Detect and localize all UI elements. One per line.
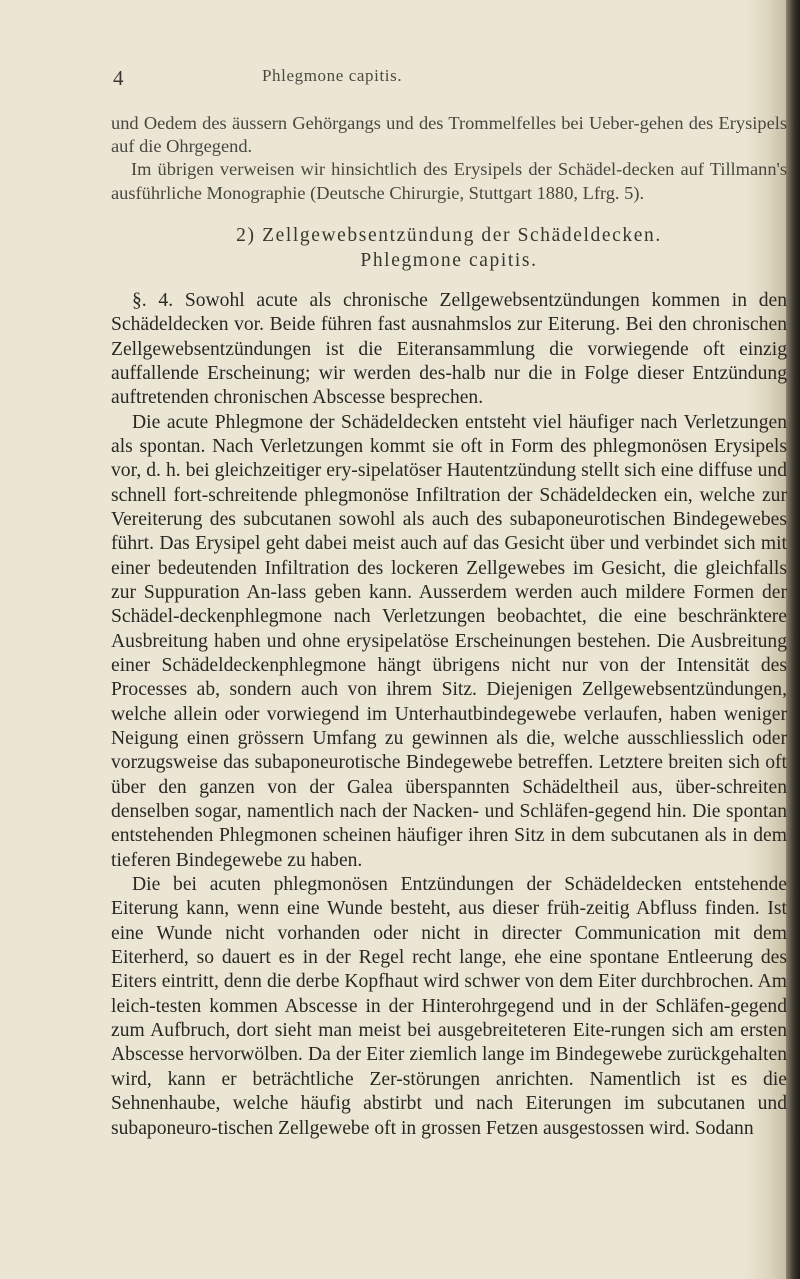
page-body bbox=[111, 112, 787, 1141]
section-heading bbox=[111, 223, 787, 273]
intro-paragraph-1: und Oedem des äussern Gehörgangs und des Trommelfelles bei Ueber-gehen des Erysipels auf die Ohrgegend. bbox=[111, 113, 787, 157]
section-title: 2) Zellgewebsentzündung der Schädeldecken. bbox=[236, 224, 662, 246]
page-number: 4 bbox=[113, 66, 124, 90]
section-subtitle: Phlegmone capitis. bbox=[360, 249, 538, 271]
body-paragraph-2: Die acute Phlegmone der Schädeldecken entsteht viel häufiger nach Verletzungen als spontan. Nach Verletzungen kommt sie oft in Form des phlegmonösen Erysipels vor, d. h. bei gleichzeitiger ery-sipelatöser Hautentzündung stellt sich eine diffuse und schnell fort-schreitende phlegmonöse Infiltration der Schädeldecken ein, welche zur Vereiterung des subcutanen sowohl als auch des subaponeurotischen Bindegewebes führt. Das Erysipel geht dabei meist auch auf das Gesicht über und verbindet sich mit einer bedeutenden Infiltration des lockeren Zellgewebes im Gesicht, die gleichfalls zur Suppuration An-lass geben kann. Ausserdem werden auch mildere Formen der Schädel-deckenphlegmone nach Verletzungen beobachtet, die eine beschränktere Ausbreitung haben und ohne erysipelatöse Erscheinungen bestehen. Die Ausbreitung einer Schädeldeckenphlegmone hängt übrigens nicht nur von der Intensität des Processes ab, sondern auch von ihrem Sitz. Diejenigen Zellgewebsentzündungen, welche allein oder vorwiegend im Unterhautbindegewebe verlaufen, haben weniger Neigung einen grössern Umfang zu gewinnen als die, welche ausschliesslich oder vorzugsweise das subaponeurotische Bindegewebe betreffen. Letztere breiten sich oft über den ganzen von der Galea überspannten Schädeltheil aus, über-schreiten denselben sogar, namentlich nach der Nacken- und Schläfen-gegend hin. Die spontan entstehenden Phlegmonen scheinen häufiger ihren Sitz in dem subcutanen als in dem tieferen Bindegewebe zu haben. bbox=[111, 411, 787, 871]
running-head: Phlegmone capitis. bbox=[262, 66, 403, 85]
book-spine-edge bbox=[786, 0, 800, 1279]
body-paragraph-3: Die bei acuten phlegmonösen Entzündungen der Schädeldecken entstehende Eiterung kann, wenn eine Wunde besteht, aus dieser früh-zeitig Abfluss finden. Ist eine Wunde nicht vorhanden oder nicht in directer Communication mit dem Eiterherd, so dauert es in der Regel recht lange, ehe eine spontane Entleerung des Eiters eintritt, denn die derbe Kopfhaut wird schwer von dem Eiter durchbrochen. Am leich-testen kommen Abscesse in der Hinterohrgegend und in der Schläfen-gegend zum Aufbruch, dort sieht man meist bei ausgebreiteteren Eite-rungen sich am ersten Abscesse hervorwölben. Da der Eiter ziemlich lange im Bindegewebe zurückgehalten wird, kann er beträchtliche Zer-störungen anrichten. Namentlich ist es die Sehnenhaube, welche häufig abstirbt und nach Eiterungen im subcutanen und subaponeuro-tischen Zellgewebe oft in grossen Fetzen ausgestossen wird. Sodann bbox=[111, 874, 787, 1139]
intro-paragraph-2: Im übrigen verweisen wir hinsichtlich des Erysipels der Schädel-decken auf Tillmann's ausführliche Monographie (Deutsche Chirurgie, Stuttgart 1880, Lfrg. 5). bbox=[111, 159, 787, 203]
page-header bbox=[0, 62, 800, 92]
body-paragraph-1: §. 4. Sowohl acute als chronische Zellgewebsentzündungen kommen in den Schädeldecken vor. Beide führen fast ausnahmslos zur Eiterung. Bei den chronischen Zellgewebsentzündungen ist die Eiteransammlung die vorwiegende oft einzig auffallende Erscheinung; wir werden des-halb nur die in Folge dieser Entzündung auftretenden chronischen Abscesse besprechen. bbox=[111, 289, 787, 409]
